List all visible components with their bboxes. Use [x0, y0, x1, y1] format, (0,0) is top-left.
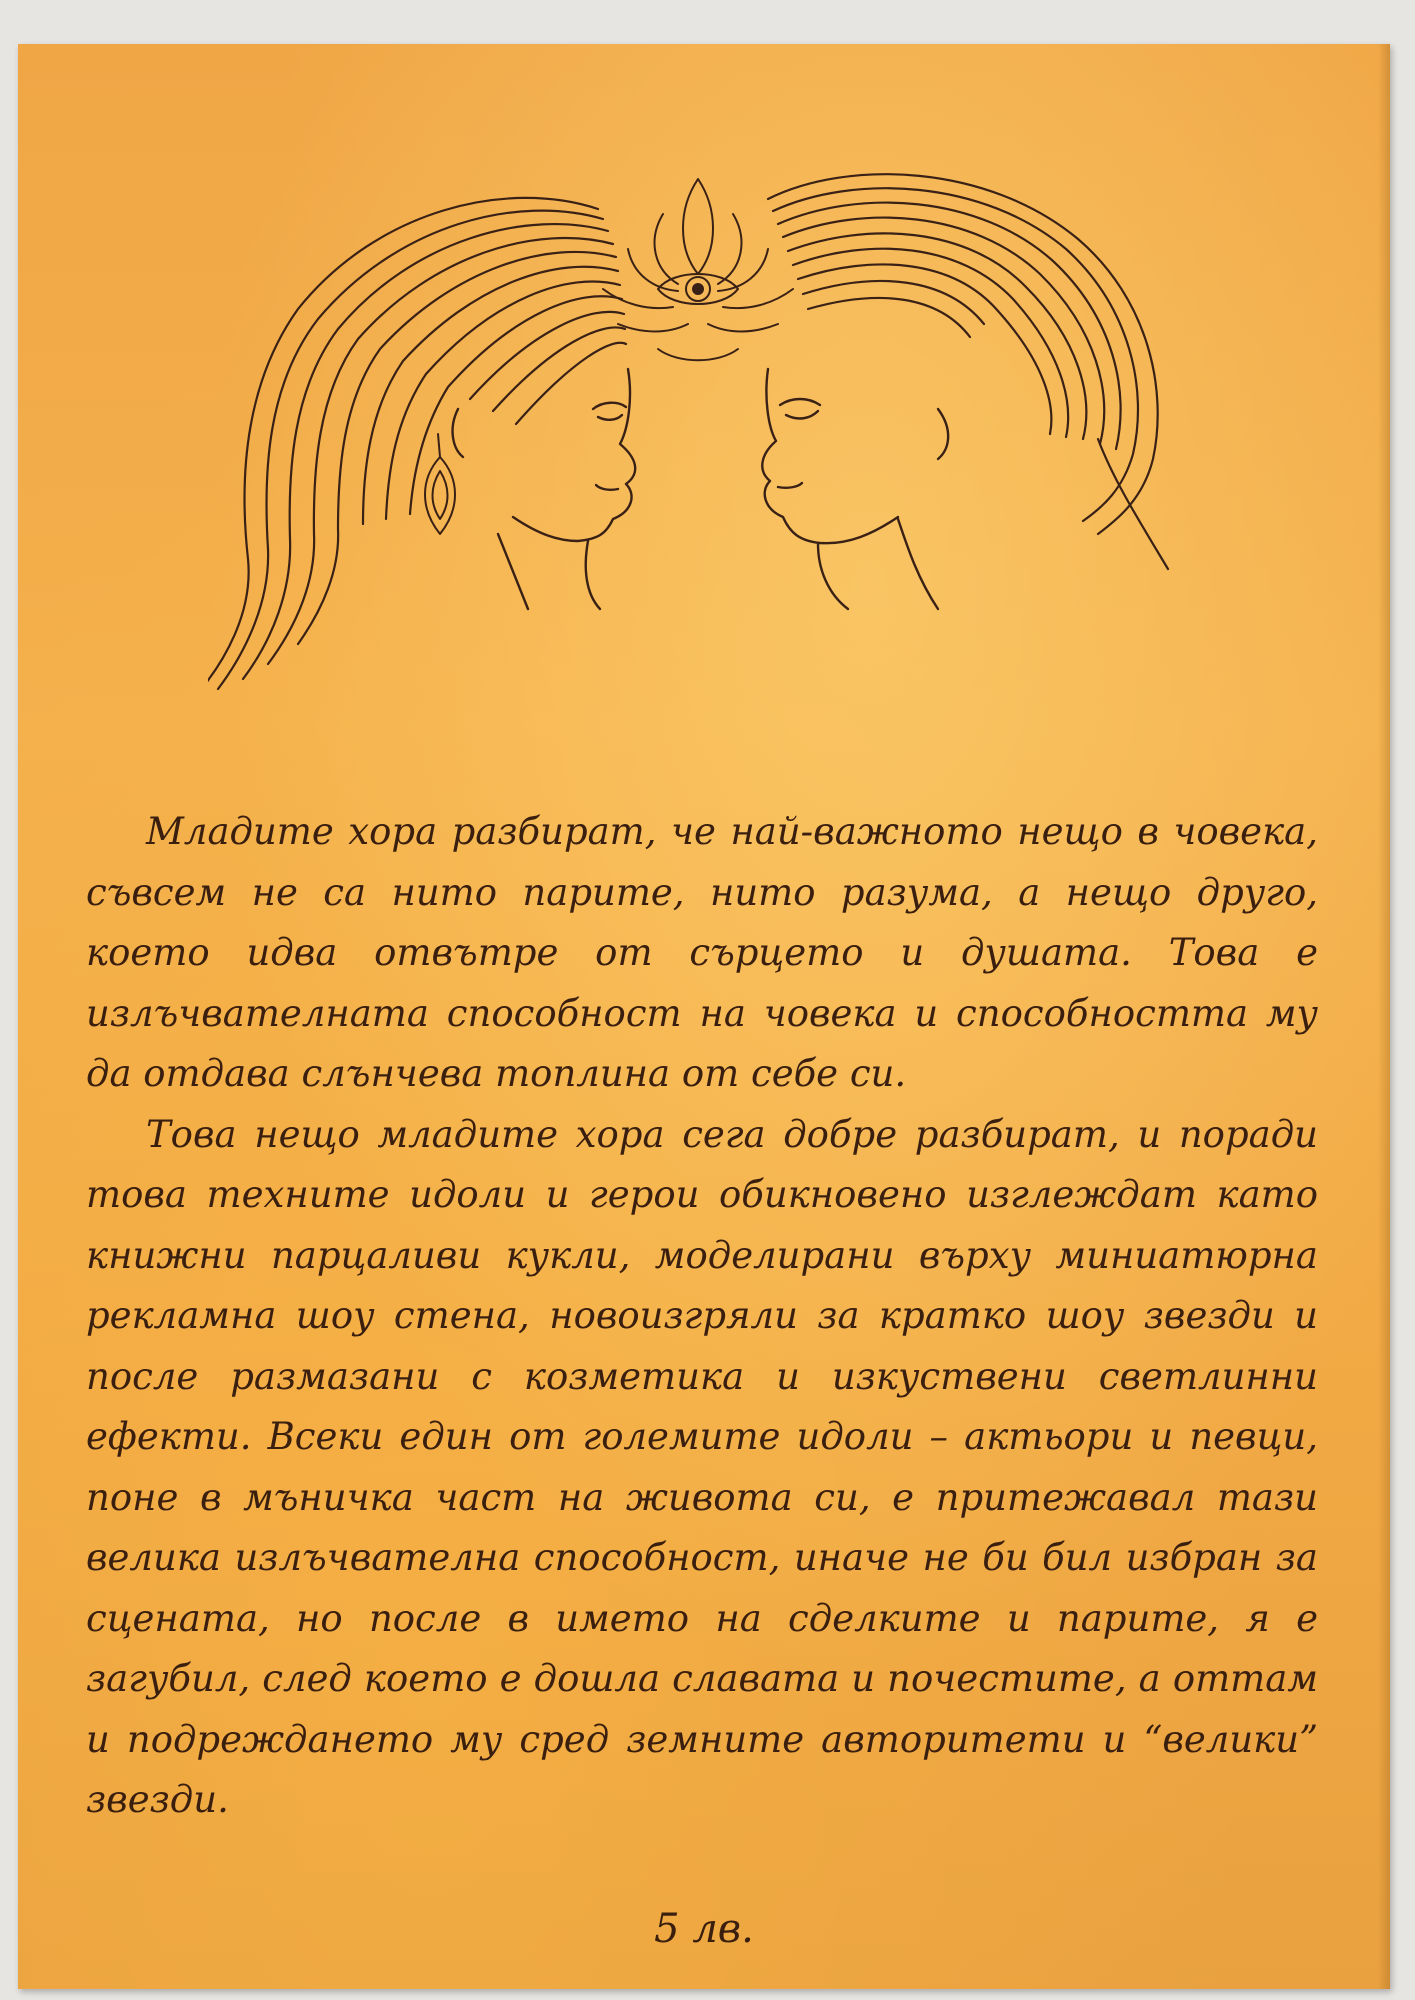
left-hair: [208, 198, 626, 699]
right-hair: [768, 174, 1168, 569]
paragraph-1: Младите хора разбират, че най-важното нещо в човека, съвсем не са нито парите, нито разума, а нещо друго, което идва отвътре от сърцето и душата. Това е излъчвателната способност на човека и способността му да отдава слънчева топлина от себе си.: [86, 810, 1318, 1095]
right-face: [762, 369, 948, 609]
paragraph-2: Това нещо младите хора сега добре разбират, и поради това техните идоли и герои обикновено изглеждат като книжни парцаливи кукли, моделирани върху миниатюрна рекламна шоу стена, новоизгряли за кратко шоу звезди и после размазани с козметика и изкуствени светлинни ефекти. Всеки един от големите идоли – актьори и певци, поне в мъничка част на живота си, е притежавал тази велика излъчвателна способност, иначе не би бил избран за сцената, но после в името на сделките и парите, я е загубил, след което е дошла славата и почестите, а оттам и подреждането му сред земните авторитети и “велики” звезди.: [86, 1112, 1318, 1821]
left-face: [453, 369, 636, 609]
book-back-cover: [18, 44, 1390, 1989]
book-edge: [1378, 44, 1390, 1989]
lotus-eye: [603, 179, 793, 360]
illustration-two-faces-lotus: [208, 139, 1198, 809]
description-text: [86, 802, 1318, 1831]
price-label: 5 лв.: [654, 1906, 754, 1952]
earring: [425, 434, 455, 534]
